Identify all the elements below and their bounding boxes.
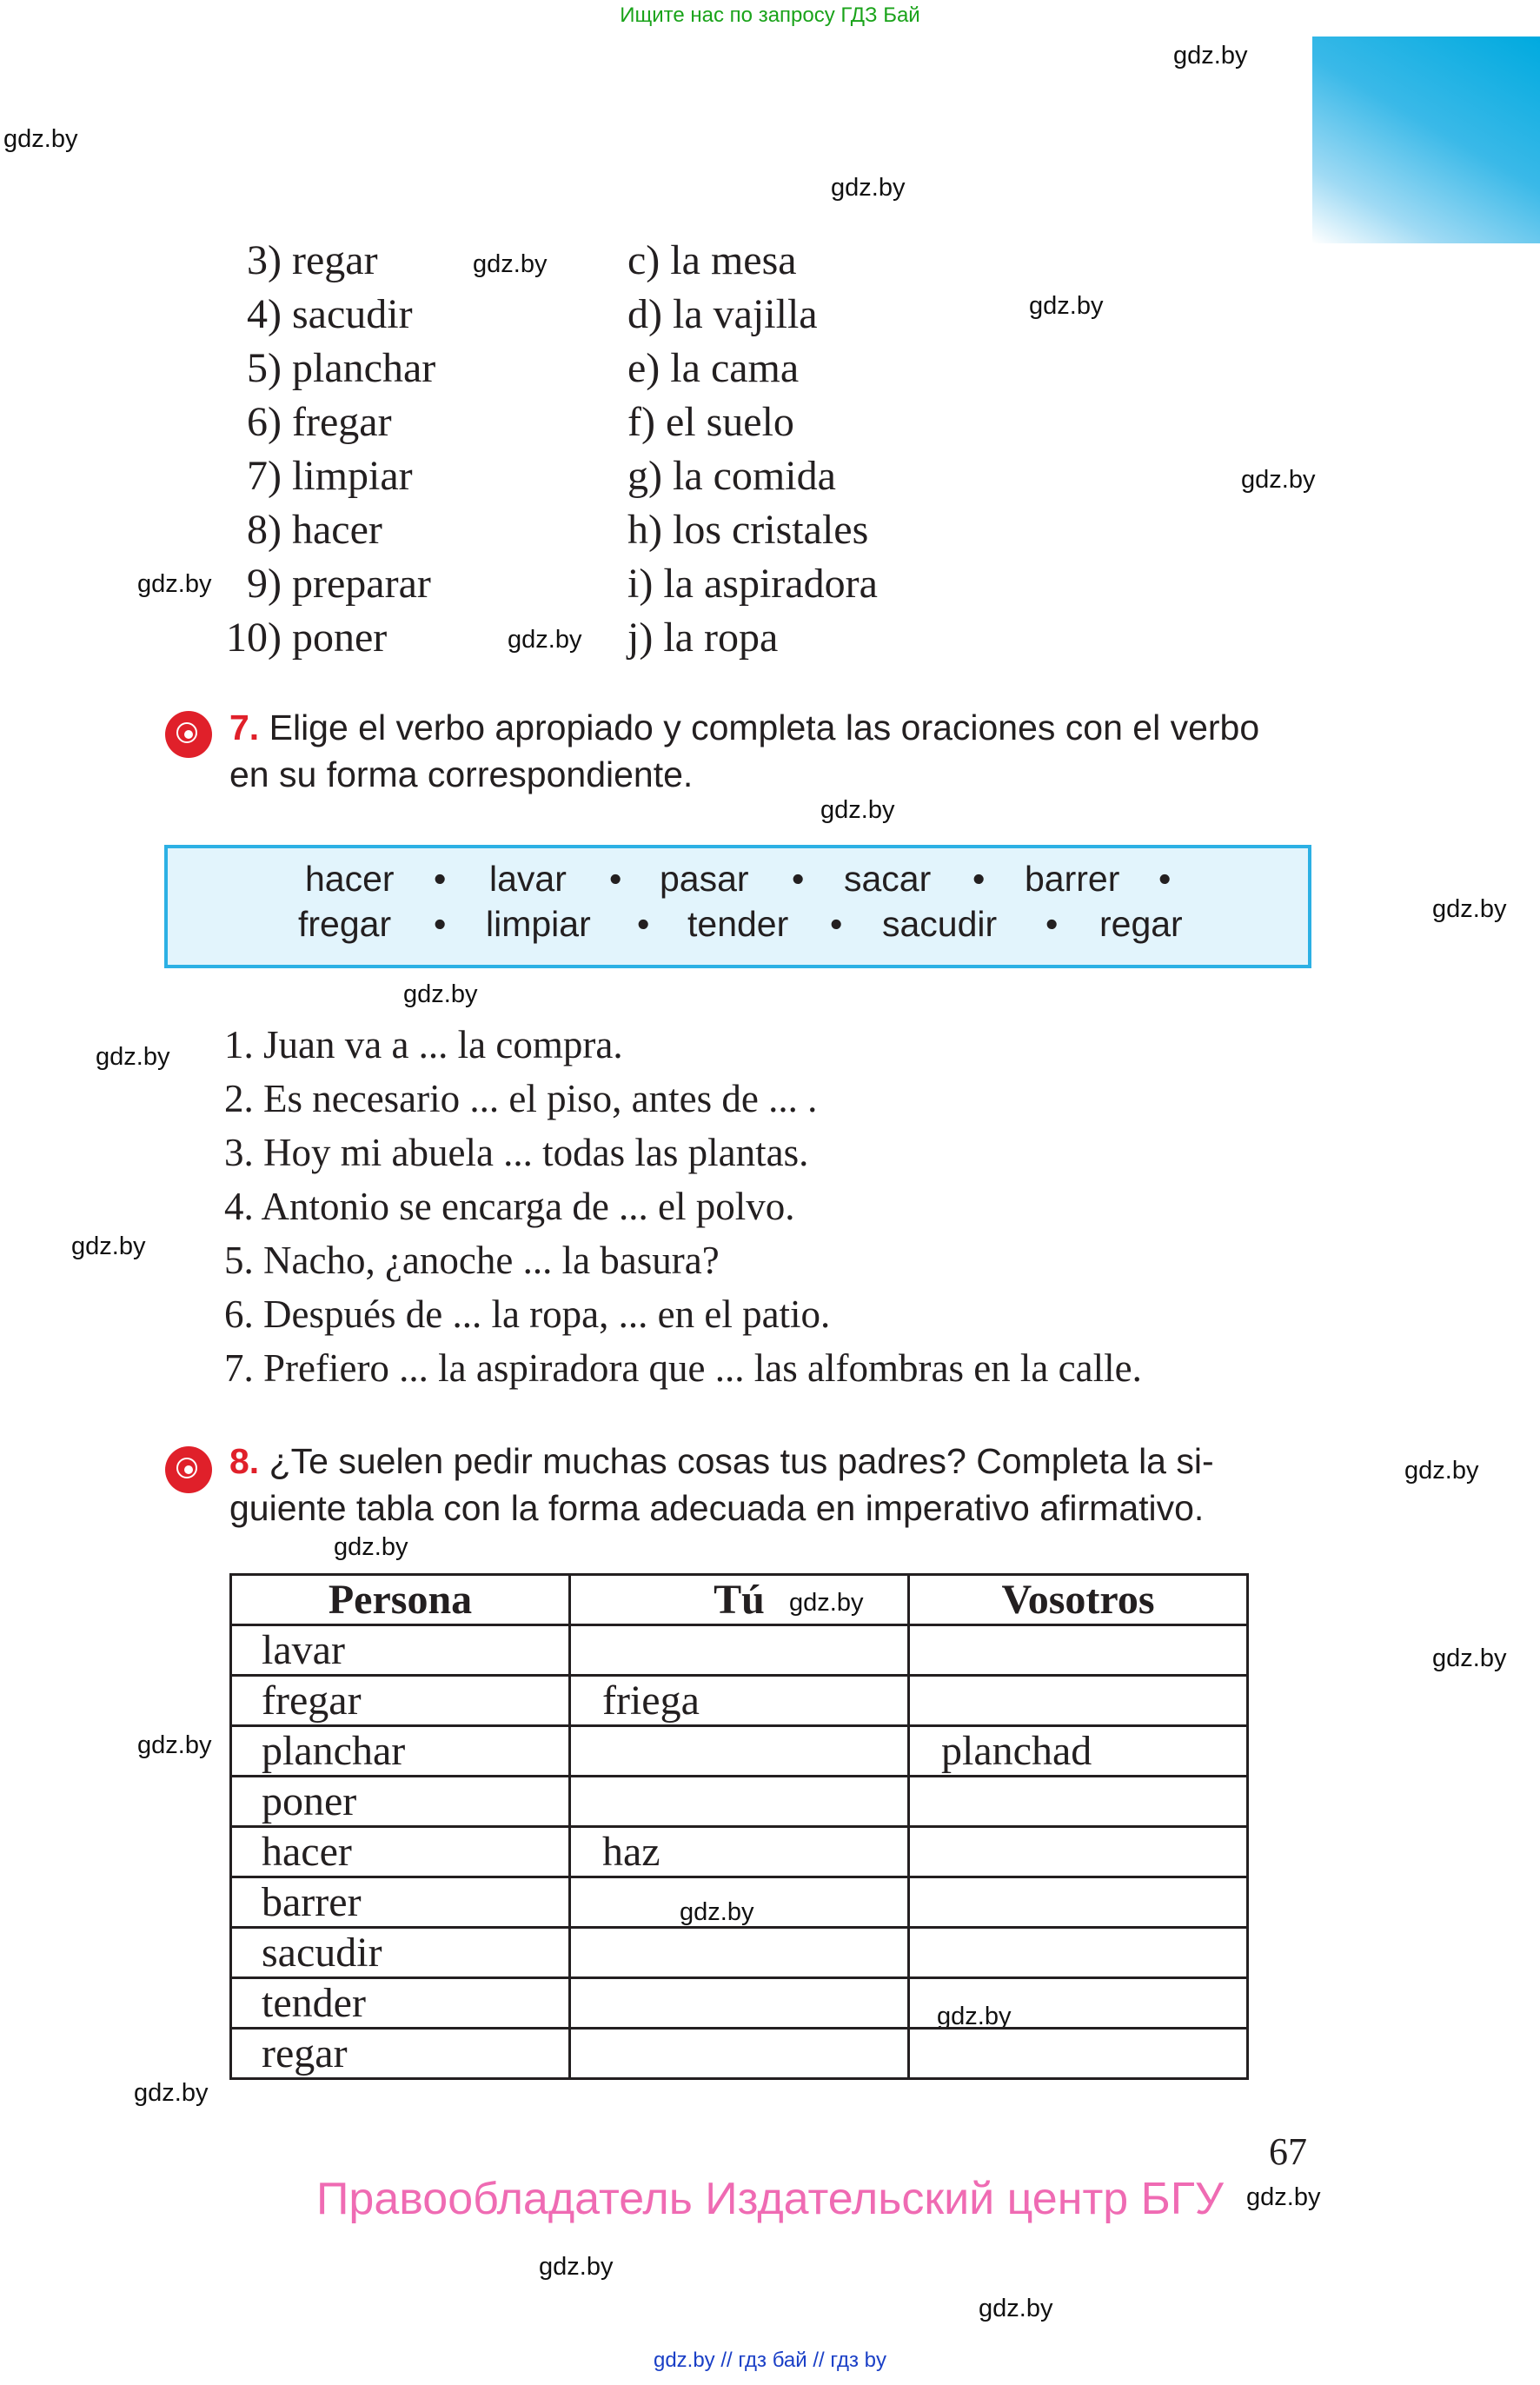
list-item: c) la mesa: [627, 237, 797, 283]
sentence: 5. Nacho, ¿anoche ... la basura?: [224, 1239, 720, 1282]
word-bank-item: lavar: [489, 859, 567, 899]
list-item: 5) planchar: [247, 345, 436, 391]
sentence: 2. Es necesario ... el piso, antes de ... .: [224, 1077, 818, 1120]
watermark: gdz.by: [831, 174, 906, 202]
table-cell: barrer: [231, 1877, 570, 1928]
word-bank-item: barrer: [1025, 859, 1120, 899]
list-item: 6) fregar: [247, 399, 392, 445]
audio-disc-icon[interactable]: [165, 711, 212, 758]
list-item: d) la vajilla: [627, 291, 818, 337]
watermark: gdz.by: [789, 1589, 864, 1617]
table-row: [231, 1978, 1248, 2029]
table-cell: poner: [231, 1777, 570, 1827]
rights-holder-text: Правообладатель Издательский центр БГУ: [316, 2174, 1224, 2224]
sentence: 7. Prefiero ... la aspiradora que ... las alfombras en la calle.: [224, 1346, 1142, 1390]
list-item: 10) poner: [226, 615, 388, 661]
table-row: [231, 1928, 1248, 1978]
bullet: •: [609, 859, 622, 899]
watermark: gdz.by: [1432, 1644, 1507, 1672]
watermark: gdz.by: [820, 796, 895, 824]
task-8-instruction: 8. ¿Te suelen pedir muchas cosas tus padres? Completa la si- guiente tabla con la forma adecuada en imperativo afirmativo.: [229, 1441, 1214, 1528]
top-search-link[interactable]: Ищите нас по запросу ГДЗ Бай: [620, 3, 920, 27]
answer-cell[interactable]: [570, 1928, 909, 1978]
watermark: gdz.by: [937, 2003, 1012, 2030]
list-item: 3) regar: [247, 237, 378, 283]
word-bank-row: [168, 859, 1308, 904]
word-bank-item: tender: [687, 904, 789, 944]
word-bank-row: [168, 904, 1308, 949]
sentence: 4. Antonio se encarga de ... el polvo.: [224, 1185, 795, 1228]
answer-cell[interactable]: [909, 1827, 1248, 1877]
answer-cell[interactable]: [570, 1726, 909, 1777]
answer-cell[interactable]: [909, 1676, 1248, 1726]
watermark: gdz.by: [1029, 292, 1104, 320]
answer-cell[interactable]: [909, 1978, 1248, 2029]
answer-cell[interactable]: haz: [570, 1827, 909, 1877]
list-item: h) los cristales: [627, 507, 869, 553]
table-row: [231, 1877, 1248, 1928]
word-bank-item: hacer: [305, 859, 395, 899]
list-item: 7) limpiar: [247, 453, 413, 499]
watermark: gdz.by: [1404, 1457, 1479, 1485]
answer-cell[interactable]: [909, 1625, 1248, 1676]
watermark: gdz.by: [979, 2295, 1053, 2322]
word-bank-item: fregar: [298, 904, 392, 944]
answer-cell[interactable]: [570, 1877, 909, 1928]
sentence: 3. Hoy mi abuela ... todas las plantas.: [224, 1131, 809, 1174]
bullet: •: [1158, 859, 1172, 899]
bullet: •: [792, 859, 805, 899]
answer-cell[interactable]: [909, 1777, 1248, 1827]
list-item: i) la aspiradora: [627, 561, 878, 607]
table-cell: tender: [231, 1978, 570, 2029]
word-bank-item: pasar: [660, 859, 749, 899]
imperative-table: [229, 1573, 1249, 2080]
task-7-instruction: 7. Elige el verbo apropiado y completa las oraciones con el verbo en su forma correspondiente.: [229, 708, 1260, 794]
table-row: [231, 1827, 1248, 1877]
table-cell: planchar: [231, 1726, 570, 1777]
bullet: •: [830, 904, 843, 944]
answer-cell[interactable]: [909, 1877, 1248, 1928]
watermark: gdz.by: [403, 980, 478, 1008]
corner-gradient-decoration: [1312, 37, 1540, 243]
bullet: •: [434, 904, 447, 944]
page-number: 67: [1269, 2130, 1307, 2173]
watermark: gdz.by: [473, 250, 548, 278]
watermark: gdz.by: [1432, 895, 1507, 923]
answer-cell[interactable]: [570, 1777, 909, 1827]
table-row: [231, 1676, 1248, 1726]
list-item: f) el suelo: [627, 399, 794, 445]
watermark: gdz.by: [71, 1232, 146, 1260]
table-cell: regar: [231, 2029, 570, 2079]
word-bank-item: sacar: [844, 859, 932, 899]
list-item: 9) preparar: [247, 561, 431, 607]
list-item: 4) sacudir: [247, 291, 413, 337]
table-row: [231, 1625, 1248, 1676]
answer-cell[interactable]: friega: [570, 1676, 909, 1726]
answer-cell[interactable]: [570, 1978, 909, 2029]
watermark: gdz.by: [1246, 2183, 1321, 2211]
bullet: •: [434, 859, 447, 899]
watermark: gdz.by: [96, 1043, 170, 1071]
list-item: j) la ropa: [627, 615, 779, 661]
table-row: [231, 1726, 1248, 1777]
watermark: gdz.by: [1173, 42, 1248, 70]
table-row: [231, 2029, 1248, 2079]
bullet: •: [637, 904, 650, 944]
answer-cell[interactable]: [909, 2029, 1248, 2079]
list-item: g) la comida: [627, 453, 836, 499]
answer-cell[interactable]: planchad: [909, 1726, 1248, 1777]
list-item: e) la cama: [627, 345, 800, 391]
column-header: Persona: [231, 1575, 570, 1625]
word-bank-item: regar: [1099, 904, 1183, 944]
watermark: gdz.by: [3, 125, 78, 153]
word-bank: [164, 845, 1311, 968]
watermark: gdz.by: [137, 1731, 212, 1759]
footer-links[interactable]: gdz.by // гдз бай // гдз by: [653, 2348, 887, 2372]
answer-cell[interactable]: [570, 1625, 909, 1676]
watermark: gdz.by: [137, 570, 212, 598]
table-header-row: [231, 1575, 1248, 1625]
watermark: gdz.by: [334, 1533, 408, 1561]
watermark: gdz.by: [1241, 466, 1316, 494]
bullet: •: [972, 859, 986, 899]
watermark: gdz.by: [508, 626, 582, 654]
bullet: •: [1045, 904, 1059, 944]
watermark: gdz.by: [134, 2079, 209, 2107]
table-row: [231, 1777, 1248, 1827]
word-bank-item: sacudir: [882, 904, 998, 944]
column-header: Vosotros: [909, 1575, 1248, 1625]
list-item: 8) hacer: [247, 507, 382, 553]
answer-cell[interactable]: [909, 1928, 1248, 1978]
table-cell: hacer: [231, 1827, 570, 1877]
audio-disc-icon[interactable]: [165, 1446, 212, 1493]
table-cell: sacudir: [231, 1928, 570, 1978]
sentence: 1. Juan va a ... la compra.: [224, 1023, 623, 1066]
answer-cell[interactable]: [570, 2029, 909, 2079]
watermark: gdz.by: [539, 2253, 614, 2281]
word-bank-item: limpiar: [486, 904, 591, 944]
sentence: 6. Después de ... la ropa, ... en el patio.: [224, 1292, 831, 1336]
watermark: gdz.by: [680, 1898, 754, 1926]
table-cell: fregar: [231, 1676, 570, 1726]
column-header: Tú: [570, 1575, 909, 1625]
table-cell: lavar: [231, 1625, 570, 1676]
